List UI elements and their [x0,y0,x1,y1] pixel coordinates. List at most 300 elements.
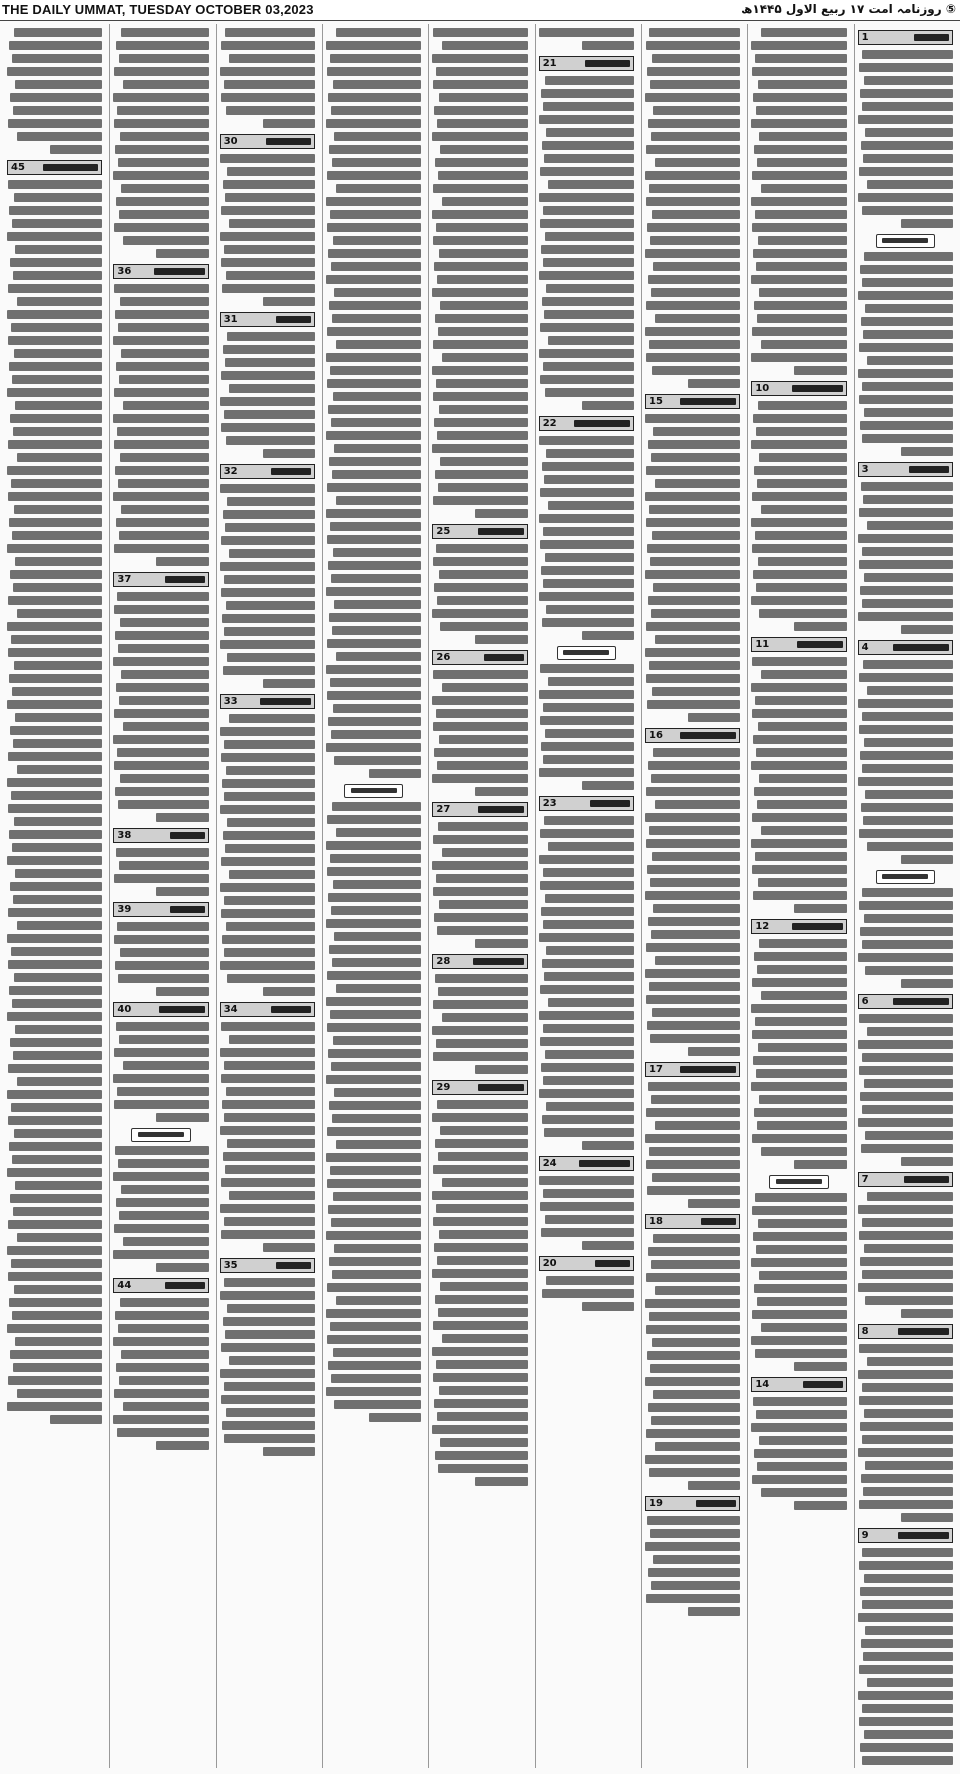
court-title-text [165,576,205,583]
text-line [754,1449,846,1458]
text-line [646,839,740,848]
text-line [548,998,634,1007]
text-line [332,158,422,167]
court-number: 29 [436,1082,451,1093]
text-line [224,1382,316,1391]
text-line [327,379,421,388]
text-line [226,1408,315,1417]
article-text [432,1100,527,1486]
text-line [475,939,527,948]
text-line [120,618,209,627]
text-line [328,1205,421,1214]
court-title-text [893,644,949,651]
court-title-text [595,1260,630,1267]
court-title-text [484,654,524,661]
court-title-text [478,528,523,535]
court-title-text [170,832,205,839]
text-line [8,960,102,969]
court-listing-header [858,30,953,45]
court-title-text [898,1328,949,1335]
text-line [12,1155,103,1164]
article-text [220,1278,315,1456]
text-line [645,492,740,501]
article-text [645,414,740,722]
court-listing-header [751,919,846,934]
text-line [757,1462,847,1471]
text-line [865,1626,953,1635]
text-line [858,953,953,962]
court-listing-header [432,1080,527,1095]
text-line [861,141,953,150]
court-listing-header [539,416,634,431]
text-line [751,119,846,128]
text-line [858,1283,953,1292]
court-listing-header [220,312,315,327]
text-line [10,570,102,579]
text-line [227,1304,315,1313]
text-line [542,618,634,627]
text-line [859,829,953,838]
text-line [858,115,953,124]
court-listing-header [858,1324,953,1339]
text-line [540,323,634,332]
court-title-text [473,958,524,965]
text-line [649,661,741,670]
court-listing-header [645,1214,740,1229]
text-line [435,1451,527,1460]
text-line [123,80,209,89]
text-line [647,544,740,553]
article-text [645,748,740,1056]
text-line [863,1652,953,1661]
text-line [540,488,634,497]
text-line [433,340,527,349]
text-line [862,712,954,721]
text-line [646,1594,740,1603]
text-line [758,1043,847,1052]
text-line [334,600,422,609]
text-line [7,622,102,631]
court-listing-header [858,462,953,477]
text-line [226,766,315,775]
text-line [540,985,634,994]
text-line [117,592,209,601]
text-line [655,800,741,809]
text-line [222,1100,315,1109]
text-line [862,940,953,949]
text-line [226,1087,315,1096]
text-line [862,599,953,608]
court-number: 7 [861,1174,869,1185]
text-line [116,848,208,857]
text-line [794,1160,846,1169]
text-line [540,829,634,838]
text-line [7,934,102,943]
article-text [751,401,846,631]
text-line [13,1363,103,1372]
text-line [688,713,740,722]
text-line [13,1051,103,1060]
court-listing-header [220,694,315,709]
text-line [650,80,741,89]
text-line [436,223,528,232]
text-line [439,249,528,258]
text-line [333,880,422,889]
court-number: 14 [755,1379,770,1390]
text-line [326,1387,421,1396]
text-line [546,284,634,293]
text-line [758,80,847,89]
text-line [653,1555,741,1564]
text-line [220,1204,315,1213]
court-number: 28 [436,956,451,967]
text-line [327,171,421,180]
text-line [756,748,847,757]
text-line [761,1323,847,1332]
text-line [11,1259,103,1268]
text-line [548,842,634,851]
text-line [13,1207,103,1216]
text-line [647,67,740,76]
text-line [860,1257,953,1266]
article-text [113,1146,208,1272]
text-line [864,76,953,85]
text-line [331,730,422,739]
text-line [115,961,208,970]
court-number: 17 [649,1064,663,1075]
text-line [437,431,528,440]
text-line [542,462,634,471]
text-line [761,670,847,679]
court-listing-header [539,56,634,71]
text-line [862,1435,953,1444]
court-listing-header [113,1278,208,1293]
text-line [754,1108,846,1117]
text-line [327,639,421,648]
court-title-text [590,800,630,807]
text-line [118,800,209,809]
text-line [10,882,102,891]
english-title: THE DAILY UMMAT, TUESDAY OCTOBER 03,2023 [2,2,314,17]
text-line [863,154,953,163]
court-listing-header [220,134,315,149]
article-text [539,76,634,410]
text-line [648,275,740,284]
text-line [223,345,315,354]
text-line [331,1062,422,1071]
text-line [901,1309,953,1318]
text-line [327,223,421,232]
text-line [221,371,315,380]
text-line [8,1116,102,1125]
text-line [227,818,315,827]
text-line [646,1429,740,1438]
text-line [860,1422,953,1431]
text-line [432,288,527,297]
text-line [115,787,208,796]
text-line [333,548,422,557]
text-line [329,145,421,154]
text-line [9,830,102,839]
text-line [757,1297,847,1306]
text-line [14,973,103,982]
text-line [645,327,740,336]
text-line [865,128,953,137]
text-line [860,586,953,595]
text-line [758,722,847,731]
text-line [653,904,741,913]
text-line [432,1425,527,1434]
court-number: 37 [117,574,132,585]
text-line [754,145,846,154]
text-line [545,388,634,397]
text-line [752,1206,846,1215]
text-line [754,1284,846,1293]
text-line [369,1413,421,1422]
text-line [864,1409,953,1418]
article-text [751,1193,846,1371]
text-line [220,1369,315,1378]
text-line [865,966,953,975]
text-line [437,119,528,128]
text-line [539,855,634,864]
text-line [757,314,847,323]
text-line [652,366,741,375]
text-line [858,1613,953,1622]
text-line [332,1114,422,1123]
text-line [543,258,634,267]
text-line [864,573,953,582]
text-line [539,933,634,942]
text-line [432,366,527,375]
text-line [751,1004,846,1013]
text-line [752,492,846,501]
text-line [156,1441,208,1450]
text-line [8,804,102,813]
text-line [432,210,527,219]
text-line [582,41,634,50]
text-line [860,751,953,760]
text-line [545,1050,634,1059]
text-line [434,913,527,922]
text-line [440,1126,528,1135]
text-line [439,735,528,744]
text-line [229,714,315,723]
text-line [543,206,635,215]
text-line [113,1415,208,1424]
text-line [15,80,103,89]
text-line [653,427,741,436]
text-line [226,601,315,610]
text-line [435,1295,527,1304]
text-line [12,843,103,852]
text-line [224,575,316,584]
text-line [754,952,846,961]
text-line [435,1139,527,1148]
text-line [753,735,846,744]
article-text [539,1276,634,1311]
text-line [156,1113,208,1122]
court-listing-header [432,802,527,817]
text-line [327,691,421,700]
text-line [751,761,846,770]
text-line [333,1192,422,1201]
text-line [331,1218,422,1227]
section-heading [344,784,403,798]
court-listing-header [858,994,953,1009]
article-text [858,1014,953,1166]
text-line [688,1607,740,1616]
text-line [645,891,740,900]
text-line [646,674,740,683]
court-number: 40 [117,1004,132,1015]
court-number: 32 [223,466,238,477]
text-line [432,861,527,870]
text-line [117,922,209,931]
text-line [114,935,208,944]
text-line [751,683,846,692]
text-line [118,1324,209,1333]
text-line [156,887,208,896]
text-line [9,986,102,995]
text-line [439,93,528,102]
court-title-text [260,698,311,705]
text-line [859,1066,953,1075]
text-line [759,939,847,948]
text-line [761,505,847,514]
text-line [326,1309,421,1318]
text-line [751,1082,846,1091]
article-text [858,660,953,864]
text-line [114,1389,208,1398]
text-line [223,510,315,519]
text-line [121,1350,209,1359]
article-text [539,436,634,640]
text-line [648,1568,740,1577]
text-line [50,1415,102,1424]
court-listing-header [645,1496,740,1511]
text-line [220,640,315,649]
text-line [434,1243,527,1252]
text-line [8,648,102,657]
text-line [336,984,422,993]
text-line [546,1102,634,1111]
text-line [862,382,954,391]
text-line [7,1012,102,1021]
text-line [650,1034,741,1043]
text-line [120,132,209,141]
text-line [757,1121,847,1130]
text-line [539,592,634,601]
text-line [755,1193,847,1202]
news-column-9 [4,24,105,1768]
text-line [333,236,422,245]
text-line [646,41,740,50]
text-line [113,336,208,345]
court-title-text [893,998,949,1005]
text-line [759,132,847,141]
text-line [863,816,953,825]
court-listing-header [113,902,208,917]
text-line [436,67,528,76]
text-line [542,141,634,150]
text-line [8,1064,102,1073]
text-line [759,609,847,618]
text-line [541,89,634,98]
text-line [758,878,847,887]
text-line [545,1215,634,1224]
text-line [442,353,528,362]
text-line [326,431,421,440]
text-line [652,1338,741,1347]
text-line [651,930,741,939]
article-text [7,28,102,154]
text-line [17,765,103,774]
text-line [113,1250,208,1259]
text-line [655,1286,741,1295]
text-line [543,527,635,536]
text-line [752,1475,846,1484]
text-line [12,54,103,63]
text-line [751,839,846,848]
text-line [220,805,315,814]
text-line [755,852,847,861]
text-line [327,327,421,336]
court-title-text [43,164,99,171]
text-line [114,761,208,770]
text-line [858,777,953,786]
court-title-text [276,1262,311,1269]
court-number: 27 [436,804,451,815]
text-line [115,1311,208,1320]
text-line [433,496,527,505]
text-line [434,262,527,271]
text-line [434,418,527,427]
text-line [688,379,740,388]
text-line [647,1186,740,1195]
text-line [543,1076,634,1085]
court-title-text [680,732,736,739]
text-line [221,909,315,918]
text-line [442,683,528,692]
text-line [649,1468,741,1477]
text-line [862,206,954,215]
text-line [864,1244,953,1253]
text-line [582,1141,634,1150]
text-line [14,193,103,202]
text-line [117,1087,209,1096]
text-line [329,1101,421,1110]
text-line [13,106,103,115]
text-line [113,735,208,744]
text-line [545,894,634,903]
article-text [645,1516,740,1616]
text-line [326,997,421,1006]
text-line [432,132,527,141]
text-line [862,1756,953,1765]
text-line [224,245,316,254]
text-line [645,1377,740,1386]
court-number: 1 [861,32,869,43]
text-line [752,865,846,874]
court-title-text [579,1160,630,1167]
text-line [864,1079,953,1088]
text-line [761,1488,847,1497]
court-number: 34 [223,1004,238,1015]
court-number: 19 [649,1498,663,1509]
text-line [224,410,316,419]
text-line [222,935,315,944]
